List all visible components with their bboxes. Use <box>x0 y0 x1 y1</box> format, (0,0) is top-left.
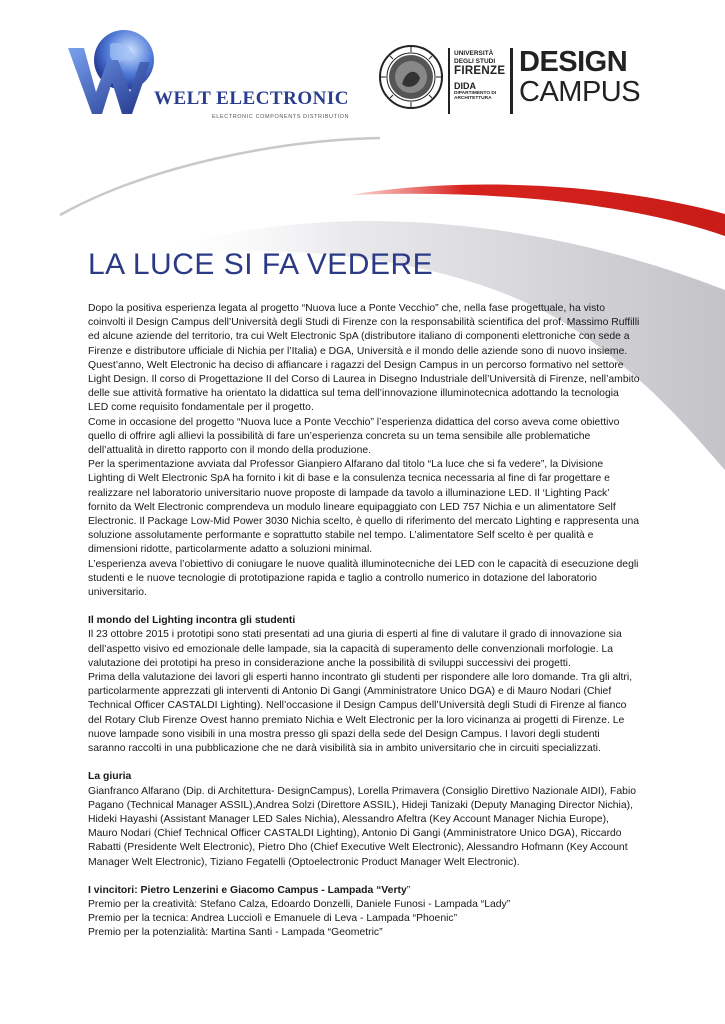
university-seal-icon <box>378 44 444 110</box>
intro-paragraph-1: Dopo la positiva esperienza legata al progetto “Nuova luce a Ponte Vecchio” che, nella fase progettuale, ha visto coinvolti il Design Campus dell’Università degli Studi di Firenze con la responsabilità scientifica del prof. Massimo Ruffilli ed alcune aziende del territorio, tra cui Welt Electronic SpA (distributore italiano di componenti elettroniche con sede a Firenze e distributore ufficiale di Nichia per l’Italia) e DGA, Università e il mondo delle aziende sono di nuovo insieme. <box>88 303 640 357</box>
lighting-paragraph-2: Prima della valutazione dei lavori gli esperti hanno incontrato gli studenti per rispondere alle loro domande. Tra gli altri, particolarmente apprezzati gli interventi di Antonio Di Gangi (Amministratore Unico DGA) e di Mauro Nodari (Chief Technical Officer CASTALDI Lighting). Nell’occasione il Design Campus dell’Università degli Studi di Firenze al fianco del Rotary Club Firenze Ovest hanno premiato Nichia e Welt Electronic per la loro vicinanza ai progetti di Firenze. Le nuove lampade sono visibili in una mostra presso gli spazi della sede del Design Campus. I lavori degli studenti saranno raccolti in una pubblicazione che ne darà visibilità sia in ambito universitario che in circuiti specializzati. <box>88 672 633 755</box>
dida-label: DIDA <box>454 81 476 91</box>
unifi-wordmark <box>454 50 516 101</box>
section-heading-lighting: Il mondo del Lighting incontra gli studenti <box>88 615 296 627</box>
prize-creativita: Premio per la creatività: Stefano Calza, Edoardo Donzelli, Daniele Funosi - Lampada “Lady” <box>88 898 511 910</box>
unifi-line3: FIRENZE <box>454 65 506 77</box>
unifi-line1: UNIVERSITÀ <box>454 50 494 57</box>
vincitori-heading-tail: ” <box>406 884 411 896</box>
design-campus-line1: DESIGN <box>519 46 628 78</box>
unifi-divider <box>448 48 450 114</box>
page-title: LA LUCE SI FA VEDERE <box>88 248 434 282</box>
lighting-paragraph-1: Il 23 ottobre 2015 i prototipi sono stati presentati ad una giuria di esperti al fine di valutare il grado di innovazione sia dell’aspetto visivo ed emozionale delle lampade, sia la capacità di superamento delle convenzionali morfologie. La valutazione dei prototipi ha preso in considerazione anche la possibilità di sviluppi successivi dei progetti. <box>88 629 622 669</box>
giuria-paragraph: Gianfranco Alfarano (Dip. di Architettura- DesignCampus), Lorella Primavera (Consiglio Direttivo Nazionale AIDI), Fabio Pagano (Technical Manager ASSIL),Andrea Solzi (Direttore ASSIL), Hideji Tanizaki (Deputy Managing Director Nichia), Hideki Hayashi (Assistant Manager LED Sales Nichia), Alessandro Afeltra (Key Account Manager Nichia Europe), Mauro Nodari (Chief Technical Officer CASTALDI Lighting), Antonio Di Gangi (Amministratore Unico DGA), Riccardo Rabatti (Presidente Welt Electronic), Pietro Dho (Chief Executive Welt Electronic), Alessandro Hofmann (Key Account Manager Welt Electronic), Tiziano Fegatelli (Optoelectronic Product Manager Welt Electronic). <box>88 785 637 868</box>
dida-dipartimento-1: DIPARTIMENTO DI <box>454 91 497 96</box>
grey-arc-line <box>60 138 380 215</box>
intro-paragraph-2: Quest’anno, Welt Electronic ha deciso di affiancare i ragazzi del Design Campus in un percorso formativo nel settore Light Design. Il corso di Progettazione II del Corso di Laurea in Disegno Industriale dell’Università di Firenze, nell’ambito delle sue attività formative ha orientato la didattica sul tema dell’innovazione illuminotecnica adottando la tecnologia LED come requisito fondamentale per il progetto. <box>88 359 640 414</box>
welt-logo-tagline: ELECTRONIC COMPONENTS DISTRIBUTION <box>212 114 350 120</box>
welt-logo-wordmark: WELT ELECTRONIC <box>154 88 349 109</box>
design-campus-logo <box>519 48 640 107</box>
section-heading-vincitori <box>88 884 640 898</box>
section-heading-giuria: La giuria <box>88 771 132 783</box>
design-campus-line2: CAMPUS <box>519 76 641 108</box>
prize-potenzialita: Premio per la potenzialità: Martina Santi - Lampada “Geometric” <box>88 927 383 939</box>
unifi-logo <box>378 44 508 120</box>
welt-electronic-logo <box>62 22 352 122</box>
dida-dipartimento-2: ARCHITETTURA <box>454 96 492 102</box>
unifi-line2: DEGLI STUDI <box>454 57 496 65</box>
intro-paragraph-3: Come in occasione del progetto “Nuova luce a Ponte Vecchio” l’esperienza didattica del corso aveva come obiettivo quello di offrire agli allievi la possibilità di fare un’esperienza concreta su un tema sensibile alle problematiche dell’attualità in diretto rapporto con il mondo della produzione. <box>88 416 620 457</box>
article-body <box>88 302 640 941</box>
prize-tecnica: Premio per la tecnica: Andrea Lucciolì e Emanuele di Leva - Lampada “Phoenic” <box>88 913 458 925</box>
vincitori-heading-text: I vincitori: Pietro Lenzerini e Giacomo Campus - Lampada “Verty <box>88 884 407 896</box>
globe-icon <box>62 22 162 122</box>
intro-paragraph-4: Per la sperimentazione avviata dal Professor Gianpiero Alfarano dal titolo “La luce che si fa vedere”, la Divisione Lighting di Welt Electronic SpA ha fornito i kit di base e la consulenza tecnica necessaria al fine di far progettare e realizzare nel laboratorio universitario nuove proposte di lampade da tavolo a illuminazione LED. Il ‘Lighting Pack’ fornito da Welt Electronic comprendeva un modulo lineare equipaggiato con LED 757 Nichia e un alimentatore Self Electronic. Il Package Low-Mid Power 3030 Nichia scelto, è quello di riferimento del mercato Lighting e rappresenta una soluzione assolutamente performante e soprattutto stabile nel tempo. L’alimentatore Self scelto è per qualità e dimensioni ridotte, particolarmente adatto a soluzioni minimal. <box>88 459 639 556</box>
intro-paragraph-5: L’esperienza aveva l’obiettivo di coniugare le nuove qualità illuminotecniche dei LED con le capacità di esecuzione degli studenti e le nuove tecnologie di prototipazione rapida e taglio a controllo numerico in dotazione del laboratorio universitario. <box>88 558 639 599</box>
design-campus-divider <box>510 48 513 114</box>
